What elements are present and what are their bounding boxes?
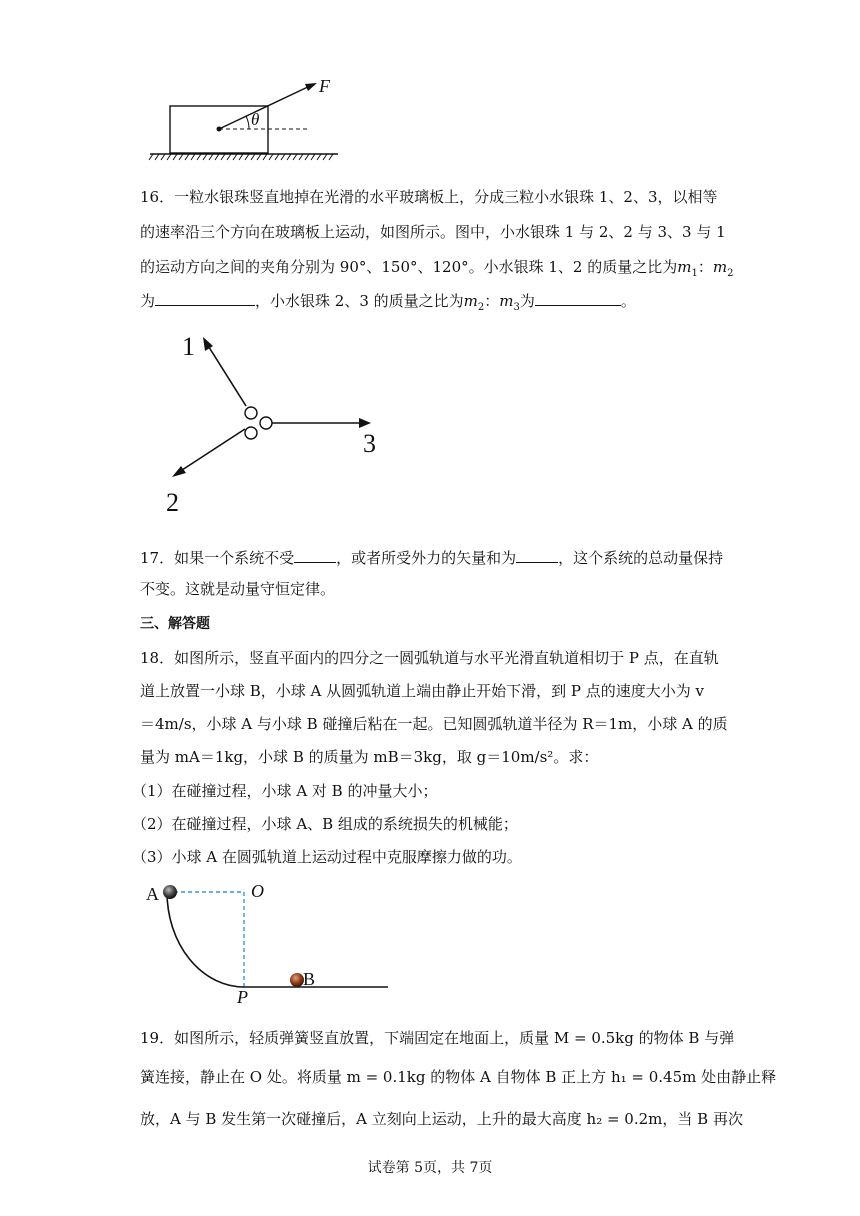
q16-line3: 的运动方向之间的夹角分别为 90°、150°、120°。小水银珠 1、2 的质量之比为$m_1$：$m_2$	[140, 258, 734, 279]
answer-blank-4[interactable]	[516, 546, 558, 563]
q18-line3: ＝4m/s，小球 A 与小球 B 碰撞后粘在一起。已知圆弧轨道半径为 R＝1m，小球 A 的质	[140, 715, 728, 733]
q18-line4: 量为 mA＝1kg，小球 B 的质量为 mB＝3kg，取 g＝10m/s²。求：	[140, 748, 599, 766]
droplet-label-3: 3	[363, 429, 376, 458]
force-label: F	[319, 76, 330, 96]
page-footer: 试卷第 5页，共 7页	[367, 1160, 493, 1176]
answer-blank-1[interactable]	[155, 289, 255, 306]
q17-line1: 17．如果一个系统不受 ，或者所受外力的矢量和为 ，这个系统的总动量保持	[140, 546, 723, 569]
q16-line3-text: 的运动方向之间的夹角分别为 90°、150°、120°。小水银珠 1、2 的质量之比为	[140, 258, 678, 276]
q19-line2: 簧连接，静止在 O 处。将质量 m = 0.1kg 的物体 A 自物体 B 正上方 h₁ = 0.45m 处由静止释	[140, 1068, 777, 1086]
q19-line3: 放，A 与 B 发生第一次碰撞后，A 立刻向上运动，上升的最大高度 h₂ = 0.2m，当 B 再次	[140, 1110, 743, 1128]
answer-blank-2[interactable]	[535, 289, 621, 306]
section-title: 三、解答题	[140, 616, 210, 632]
droplet-label-1: 1	[182, 332, 195, 361]
point-label-O: O	[251, 881, 264, 901]
q16-line4: 为 ，小水银珠 2、3 的质量之比为$m_2$：$m_3$为 。	[140, 289, 636, 319]
droplets-figure	[160, 325, 390, 520]
q18-line1: 18．如图所示，竖直平面内的四分之一圆弧轨道与水平光滑直轨道相切于 P 点，在直轨	[140, 649, 719, 667]
q19-line1: 19．如图所示，轻质弹簧竖直放置，下端固定在地面上，质量 M = 0.5kg 的物体 B 与弹	[140, 1029, 735, 1047]
arc-track-figure	[140, 875, 400, 1005]
q16-line2: 的速率沿三个方向在玻璃板上运动，如图所示。图中，小水银珠 1 与 2、2 与 3、3 与 1	[140, 223, 726, 241]
q18-sub2: （2）在碰撞过程，小球 A、B 组成的系统损失的机械能；	[132, 815, 518, 833]
q16-line1: 16．一粒水银珠竖直地掉在光滑的水平玻璃板上，分成三粒小水银珠 1、2、3，以相等	[140, 188, 718, 206]
point-label-B: B	[303, 969, 316, 989]
answer-blank-3[interactable]	[294, 546, 336, 563]
droplet-label-2: 2	[166, 488, 179, 517]
angle-label: θ	[251, 110, 260, 129]
point-label-A: A	[146, 884, 159, 904]
q17-line2: 不变。这就是动量守恒定律。	[140, 580, 336, 598]
q18-sub1: （1）在碰撞过程，小球 A 对 B 的冲量大小；	[132, 782, 438, 800]
q18-line2: 道上放置一小球 B，小球 A 从圆弧轨道上端由静止开始下滑，到 P 点的速度大小为 v	[140, 682, 705, 700]
block-force-figure	[145, 70, 345, 162]
point-label-P: P	[237, 987, 248, 1005]
q18-sub3: （3）小球 A 在圆弧轨道上运动过程中克服摩擦力做的功。	[132, 848, 522, 866]
